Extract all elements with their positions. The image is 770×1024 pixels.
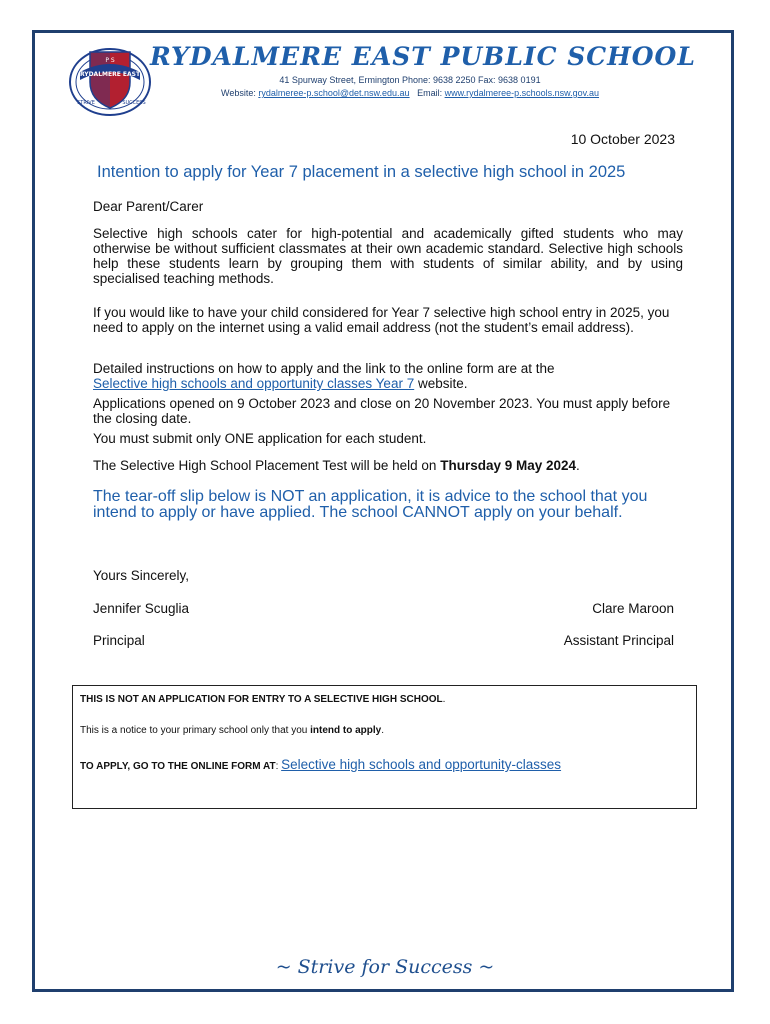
letter-date: 10 October 2023 <box>570 131 675 147</box>
paragraph-apply-online: If you would like to have your child considered for Year 7 selective high school entry in 2025, you need to apply on the internet using a valid email address (not the student’s email address). <box>93 305 670 335</box>
slip-line2-end: . <box>381 725 384 736</box>
school-crest-icon <box>66 42 154 118</box>
signer-assistant-title: Assistant Principal <box>563 633 674 648</box>
website-label: Website: <box>220 88 259 98</box>
contact-line <box>150 87 670 100</box>
slip-apply-colon: : <box>275 761 282 772</box>
instructions-text: Detailed instructions on how to apply and the link to the online form are at the <box>93 361 555 376</box>
paragraph-selective-schools: Selective high schools cater for high-potential and academically gifted students who may otherwise be without sufficient classmates at their own academic standard. Selective high schools help these students learn by grouping them with students of similar ability, and by using specialised teaching methods. <box>93 226 683 286</box>
test-date-end: . <box>576 458 580 473</box>
school-name: RYDALMERE EAST PUBLIC SCHOOL <box>150 42 696 71</box>
crest-motto-left: STRIVE <box>77 100 95 106</box>
paragraph-instructions <box>93 361 683 391</box>
slip-apply-label: TO APPLY, GO TO THE ONLINE FORM AT <box>80 761 276 772</box>
selective-schools-link[interactable]: Selective high schools and opportunity classes Year 7 <box>93 376 415 391</box>
closing: Yours Sincerely, <box>93 568 190 583</box>
signer-assistant-name: Clare Maroon <box>592 601 674 616</box>
crest-banner-text: RYDALMERE EAST <box>79 71 141 78</box>
slip-line1-end: . <box>442 694 446 705</box>
school-email-link[interactable]: rydalmeree-p.school@det.nsw.edu.au <box>258 88 410 98</box>
instructions-end: website. <box>414 376 468 391</box>
test-date-bold: Thursday 9 May 2024 <box>440 458 577 473</box>
greeting: Dear Parent/Carer <box>93 199 204 214</box>
slip-line2-text: This is a notice to your primary school only that you <box>80 725 311 736</box>
crest-letters: P S <box>105 57 115 64</box>
signer-principal-title: Principal <box>93 633 145 648</box>
email-label: Email: <box>409 88 445 98</box>
school-motto: ~ Strive for Success ~ <box>275 956 495 978</box>
slip-not-application <box>80 694 445 705</box>
school-address <box>150 74 670 100</box>
paragraph-test-date <box>93 458 683 473</box>
slip-line1-text: THIS IS NOT AN APPLICATION FOR ENTRY TO A SELECTIVE HIGH SCHOOL <box>80 694 443 705</box>
slip-line2-bold: intend to apply <box>310 725 382 736</box>
school-website-link[interactable]: www.rydalmeree-p.schools.nsw.gov.au <box>444 88 599 98</box>
signer-principal-name: Jennifer Scuglia <box>93 601 190 616</box>
letter-heading: Intention to apply for Year 7 placement in a selective high school in 2025 <box>97 163 626 181</box>
crest-motto-right: SUCCESS <box>122 100 146 106</box>
paragraph-one-application: You must submit only ONE application for each student. <box>93 431 427 446</box>
tear-off-notice: The tear-off slip below is NOT an application, it is advice to the school that you intend to apply or have applied. The school CANNOT apply on your behalf. <box>93 488 648 521</box>
slip-apply-line <box>80 757 561 772</box>
test-date-text: The Selective High School Placement Test will be held on <box>93 458 441 473</box>
online-form-link[interactable]: Selective high schools and opportunity-classes <box>281 757 562 772</box>
paragraph-dates: Applications opened on 9 October 2023 and close on 20 November 2023. You must apply before the closing date. <box>93 396 671 426</box>
address-line: 41 Spurway Street, Ermington Phone: 9638 2250 Fax: 9638 0191 <box>279 75 541 85</box>
slip-notice <box>80 725 384 736</box>
